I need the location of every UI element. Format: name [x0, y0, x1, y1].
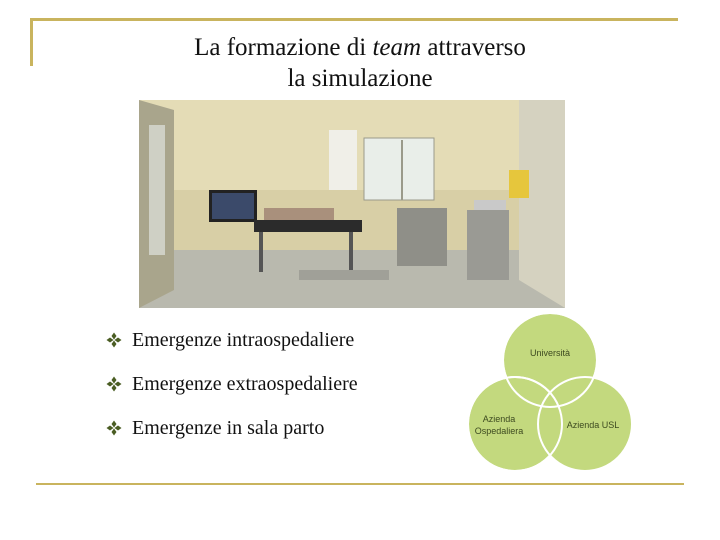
venn-label-universita: Università	[529, 348, 571, 358]
bullet-list	[106, 326, 358, 458]
venn-diagram	[465, 312, 635, 472]
frame-bottom-line	[36, 483, 684, 485]
title-line-1	[60, 32, 660, 63]
slide-title	[60, 32, 660, 94]
simulation-room-photo	[139, 100, 565, 308]
frame-left-line	[30, 18, 33, 66]
venn-label-azienda-ospedaliera-line2: Ospedaliera	[474, 426, 524, 436]
title-line-2: la simulazione	[287, 65, 433, 92]
bullet-item-extraospedaliere	[106, 370, 358, 414]
venn-label-azienda-usl: Azienda USL	[566, 420, 620, 430]
venn-label-azienda-ospedaliera-line1: Azienda	[482, 414, 516, 424]
diamond-bullet-icon	[106, 370, 132, 398]
bullet-item-intraospedaliere	[106, 326, 358, 370]
bullet-label: Emergenze extraospedaliere	[132, 373, 358, 395]
bullet-label: Emergenze in sala parto	[132, 417, 325, 439]
title-text-end: attraverso	[421, 34, 526, 61]
title-text-start: La formazione di	[194, 34, 373, 61]
frame-top-line	[30, 18, 678, 21]
diamond-bullet-icon	[106, 414, 132, 442]
title-italic-word: team	[372, 34, 422, 61]
bullet-label: Emergenze intraospedaliere	[132, 329, 355, 351]
bullet-item-sala-parto	[106, 414, 358, 458]
diamond-bullet-icon	[106, 326, 132, 354]
